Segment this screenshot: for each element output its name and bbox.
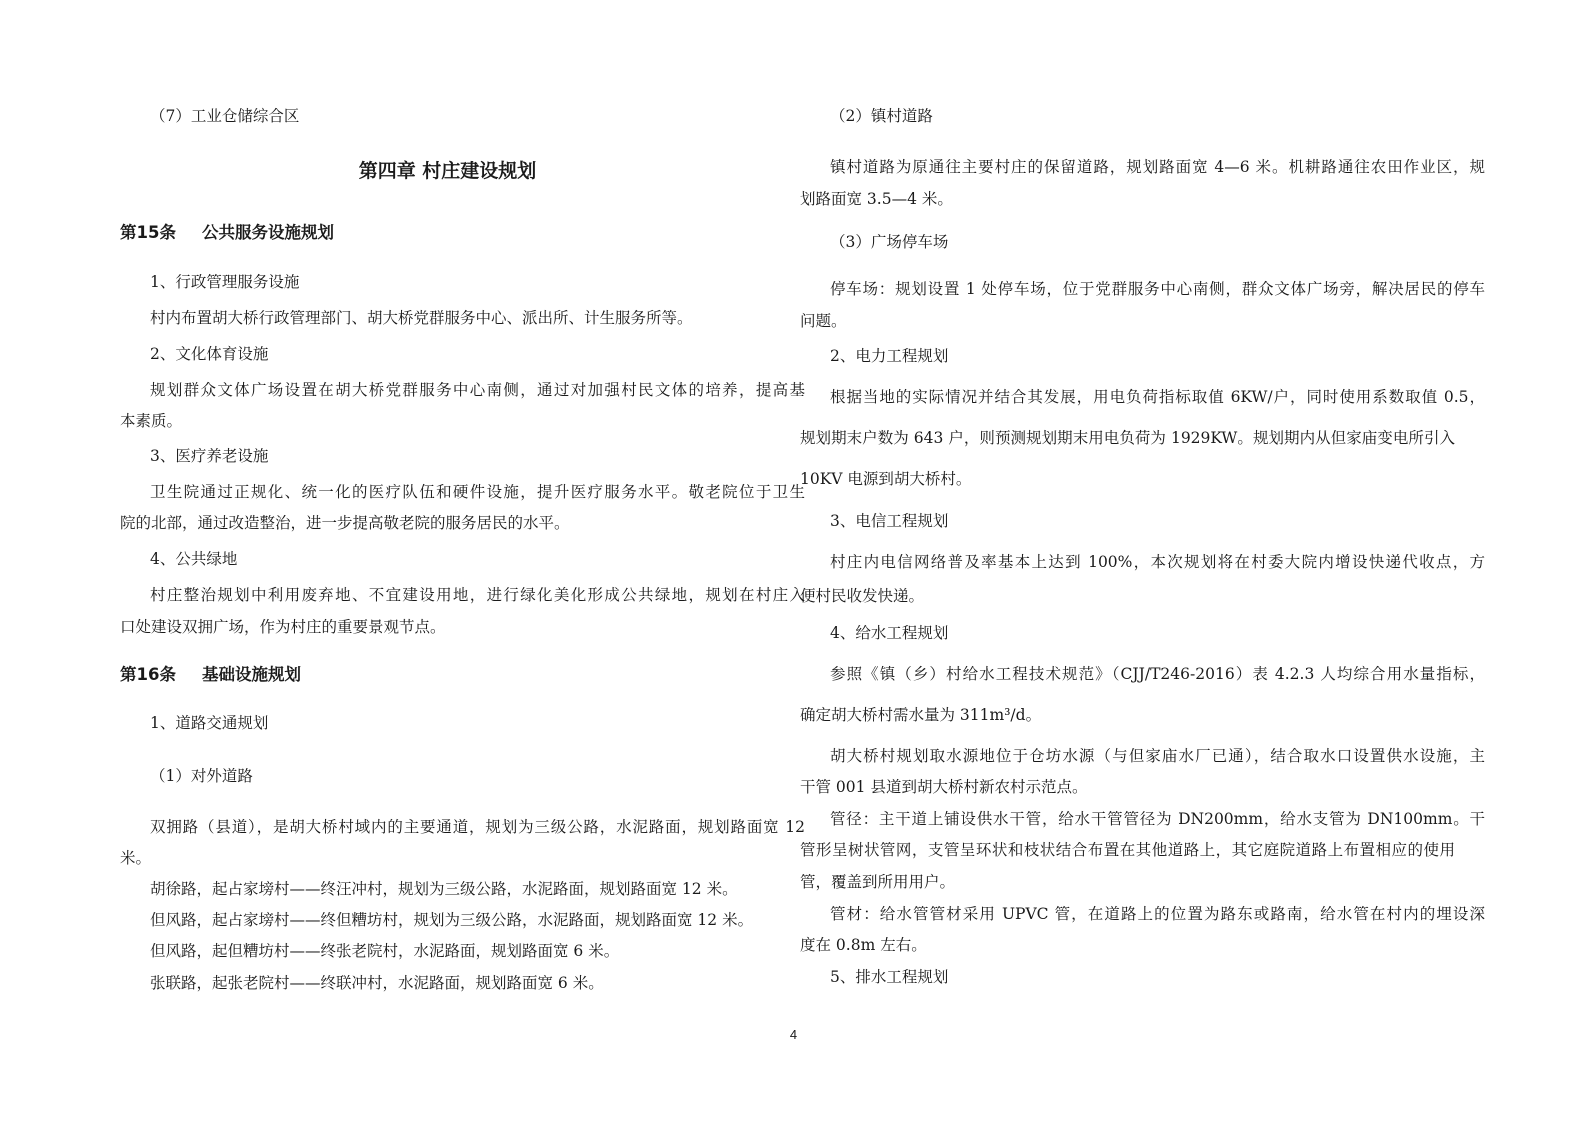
paragraph-line: 胡大桥村规划取水源地位于仓坊水源（与但家庙水厂已通），结合取水口设置供水设施，主 <box>830 747 1485 765</box>
paragraph-line: 村庄整治规划中利用废弃地、不宜建设用地，进行绿化美化形成公共绿地，规划在村庄入 <box>150 586 805 604</box>
article-number: 第15条 <box>120 223 176 242</box>
paragraph-line: 干管 001 县道到胡大桥村新农村示范点。 <box>800 778 1088 796</box>
paragraph-line: 但风路，起但糟坊村——终张老院村，水泥路面，规划路面宽 6 米。 <box>150 942 620 960</box>
paragraph-line: 便村民收发快递。 <box>800 587 925 605</box>
section-title: 1、道路交通规划 <box>150 714 269 732</box>
section-title: 2、电力工程规划 <box>830 347 949 365</box>
section-title: 4、公共绿地 <box>150 550 238 568</box>
paragraph-line: 双拥路（县道），是胡大桥村域内的主要通道，规划为三级公路，水泥路面，规划路面宽 12 <box>150 818 805 836</box>
paragraph-line: 参照《镇（乡）村给水工程技术规范》（CJJ/T246-2016）表 4.2.3 人均综合用水量指标， <box>830 665 1485 683</box>
paragraph-line: 管，覆盖到所用用户。 <box>800 873 956 891</box>
article-title: 基础设施规划 <box>202 665 301 684</box>
paragraph-line: 口处建设双拥广场，作为村庄的重要景观节点。 <box>120 618 446 636</box>
section-title: 2、文化体育设施 <box>150 345 269 363</box>
paragraph-line: 停车场：规划设置 1 处停车场，位于党群服务中心南侧，群众文体广场旁，解决居民的停车 <box>830 280 1485 298</box>
paragraph-line: 规划群众文体广场设置在胡大桥党群服务中心南侧，通过对加强村民文体的培养，提高基 <box>150 381 805 399</box>
article-15-heading <box>120 219 334 243</box>
paragraph-line: 米。 <box>120 849 152 867</box>
paragraph-line: 问题。 <box>800 312 847 330</box>
paragraph-line: 本素质。 <box>120 412 183 430</box>
paragraph-line: 规划期末户数为 643 户，则预测规划期末用电负荷为 1929KW。规划期内从但家庙变电所引入 <box>800 429 1455 447</box>
paragraph-line: 镇村道路为原通往主要村庄的保留道路，规划路面宽 4—6 米。机耕路通往农田作业区，规 <box>830 158 1485 176</box>
section-title: 1、行政管理服务设施 <box>150 273 300 291</box>
paragraph-line: 村庄内电信网络普及率基本上达到 100%，本次规划将在村委大院内增设快递代收点，方 <box>830 553 1485 571</box>
paragraph-line: 院的北部，通过改造整治，进一步提高敬老院的服务居民的水平。 <box>120 514 570 532</box>
subsection-title: （1）对外道路 <box>150 767 253 785</box>
paragraph-line: 管材：给水管管材采用 UPVC 管，在道路上的位置为路东或路南，给水管在村内的埋设深 <box>830 905 1485 923</box>
subsection-title: （3）广场停车场 <box>830 233 949 251</box>
paragraph-line: 10KV 电源到胡大桥村。 <box>800 470 972 488</box>
paragraph-line: 张联路，起张老院村——终联冲村，水泥路面，规划路面宽 6 米。 <box>150 974 604 992</box>
paragraph-line: 卫生院通过正规化、统一化的医疗队伍和硬件设施，提升医疗服务水平。敬老院位于卫生 <box>150 483 805 501</box>
section-title: 5、排水工程规划 <box>830 968 949 986</box>
article-title: 公共服务设施规划 <box>202 223 334 242</box>
paragraph-line: 划路面宽 3.5—4 米。 <box>800 190 953 208</box>
paragraph-line: 管形呈树状管网，支管呈环状和枝状结合布置在其他道路上，其它庭院道路上布置相应的使用 <box>800 841 1455 859</box>
article-16-heading <box>120 661 301 685</box>
article-number: 第16条 <box>120 665 176 684</box>
section-title: 4、给水工程规划 <box>830 624 949 642</box>
paragraph-line: 管径：主干道上铺设供水干管，给水干管管径为 DN200mm，给水支管为 DN100mm。干 <box>830 810 1485 828</box>
chapter-title: 第四章 村庄建设规划 <box>358 160 537 182</box>
paragraph-line: 根据当地的实际情况并结合其发展，用电负荷指标取值 6KW/户，同时使用系数取值 0.5， <box>830 388 1485 406</box>
subsection-title: （2）镇村道路 <box>830 107 933 125</box>
page-number: 4 <box>789 1027 798 1042</box>
paragraph-line: 胡徐路，起占家塝村——终汪冲村，规划为三级公路，水泥路面，规划路面宽 12 米。 <box>150 880 738 898</box>
subheading-industrial-storage: （7）工业仓储综合区 <box>150 107 300 125</box>
paragraph-line: 度在 0.8m 左右。 <box>800 936 927 954</box>
paragraph-line: 村内布置胡大桥行政管理部门、胡大桥党群服务中心、派出所、计生服务所等。 <box>150 309 693 327</box>
section-title: 3、电信工程规划 <box>830 512 949 530</box>
section-title: 3、医疗养老设施 <box>150 447 269 465</box>
paragraph-line: 确定胡大桥村需水量为 311m³/d。 <box>800 706 1042 724</box>
paragraph-line: 但风路，起占家塝村——终但糟坊村，规划为三级公路，水泥路面，规划路面宽 12 米。 <box>150 911 754 929</box>
